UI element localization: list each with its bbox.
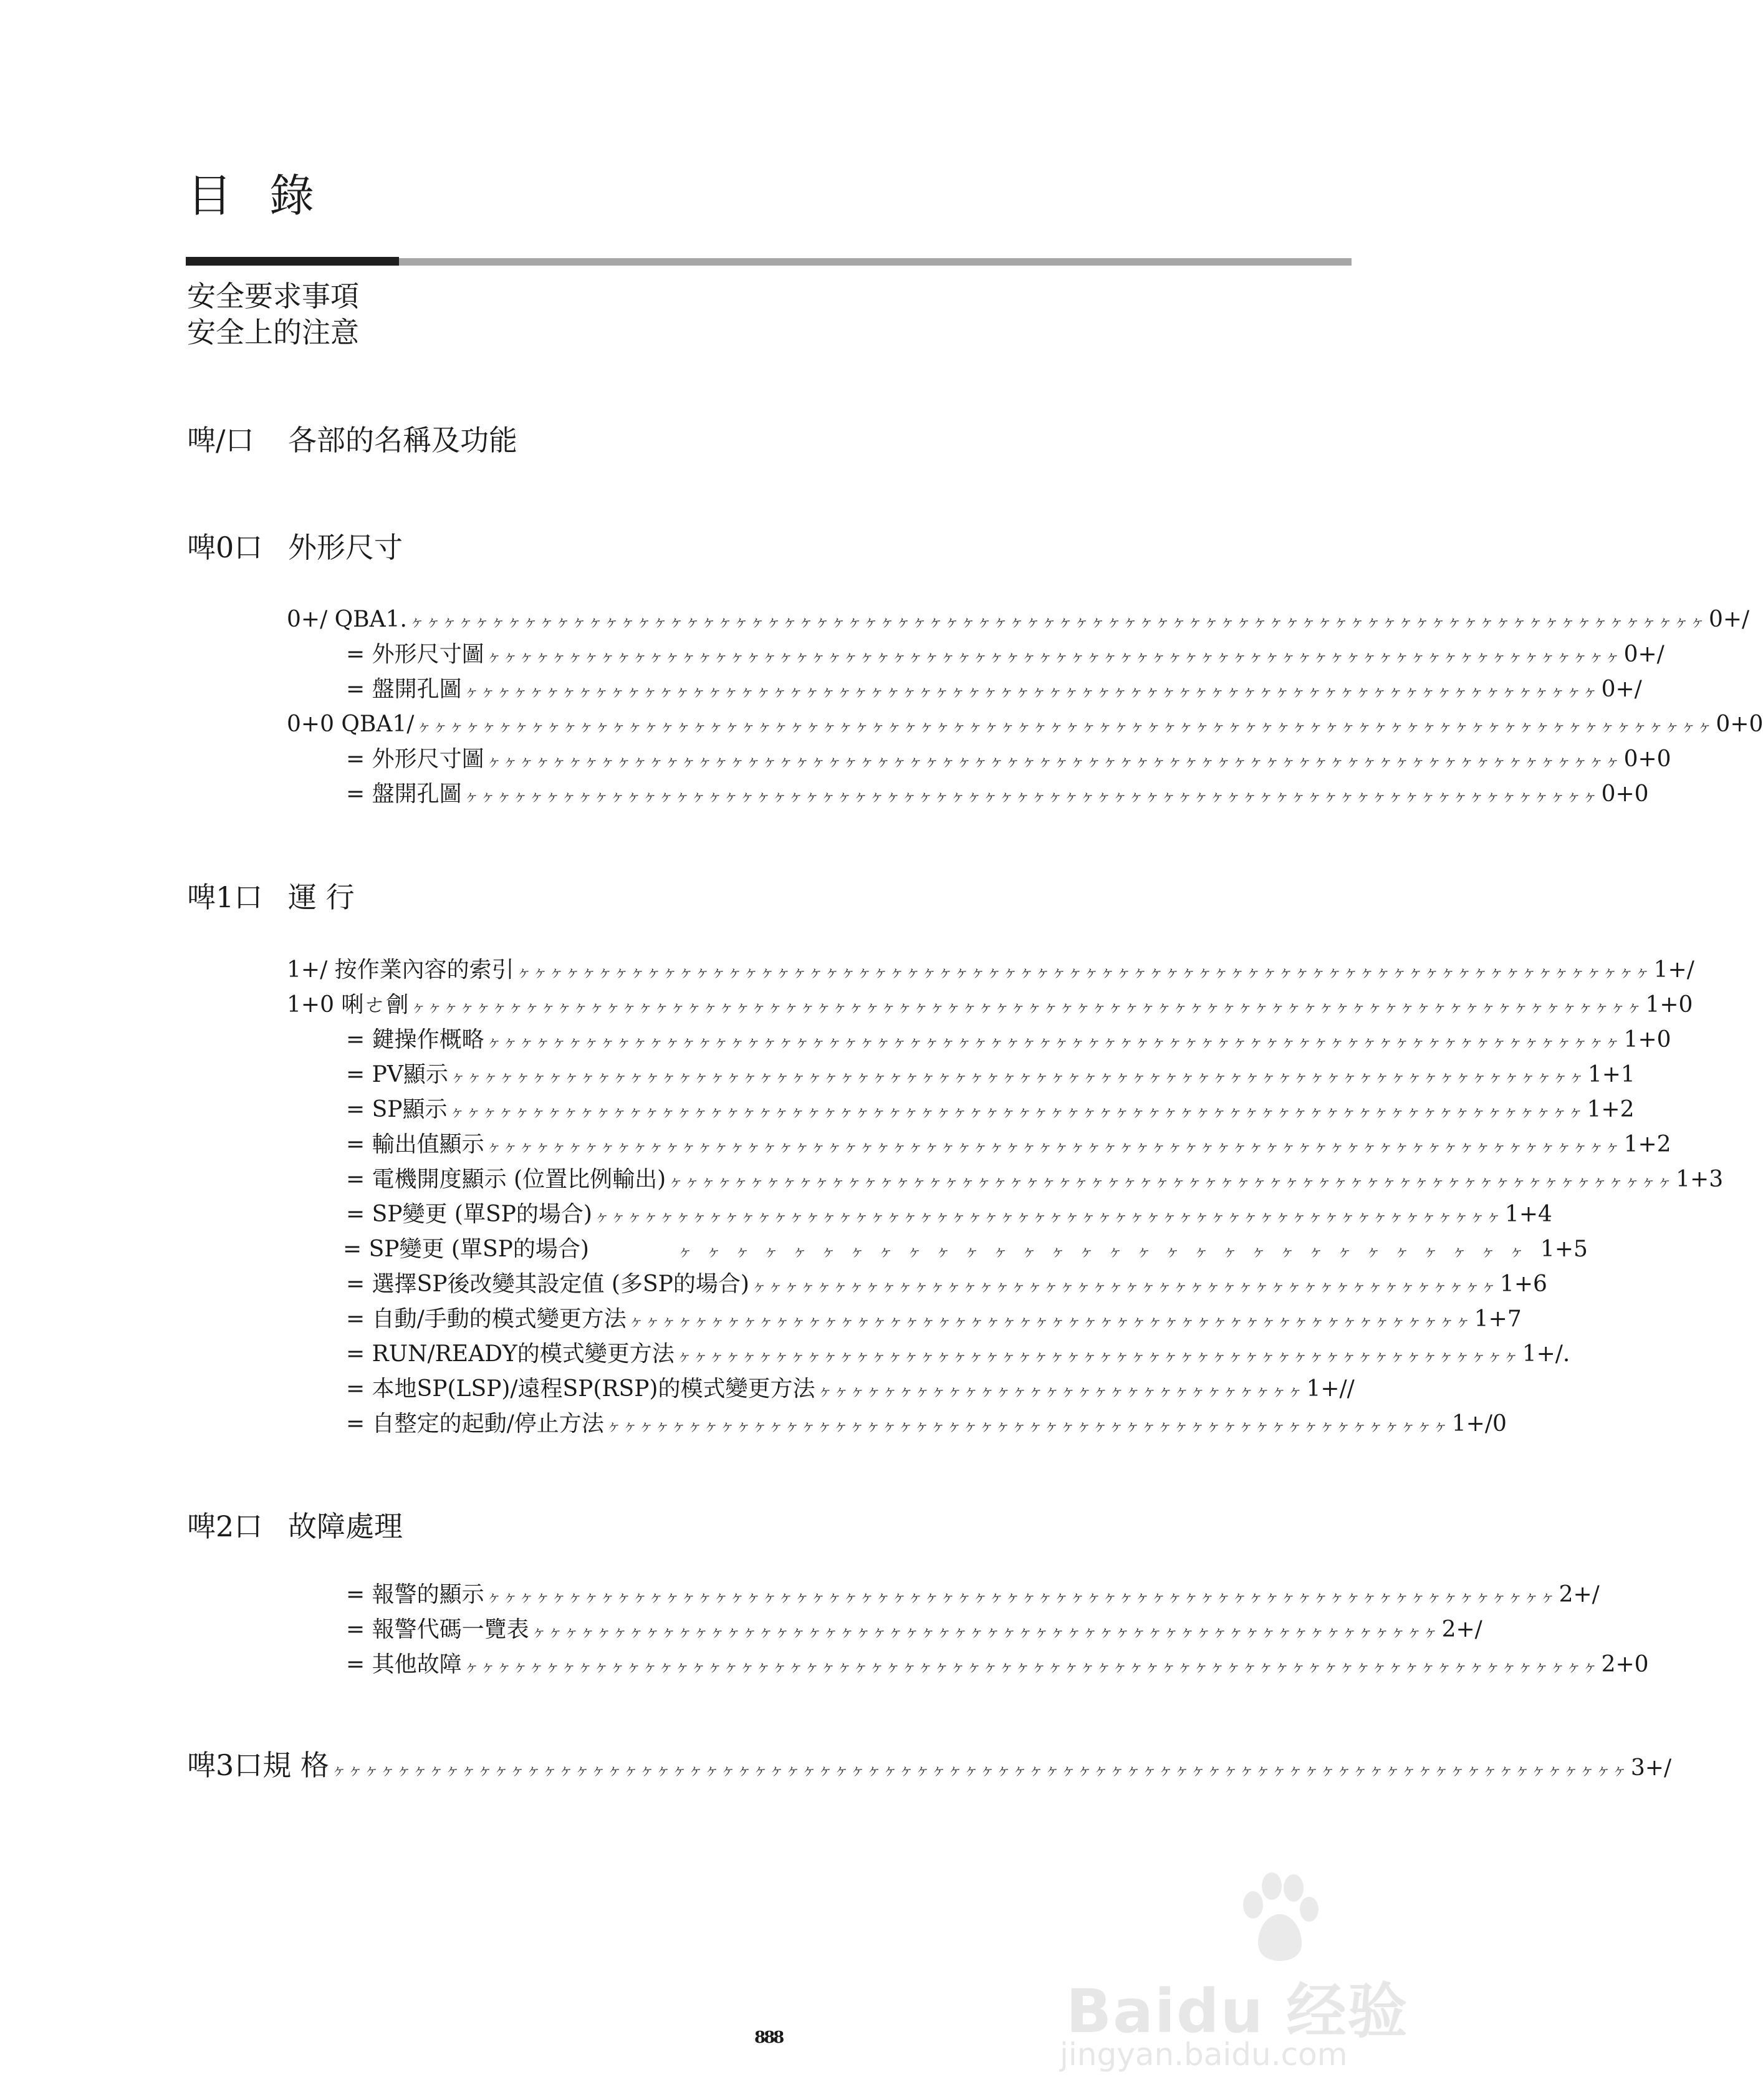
- entry-page: 1+2: [1587, 1097, 1635, 1122]
- entry-page: 1+/0: [1451, 1411, 1507, 1437]
- leader-dots: ヶヶヶヶヶヶヶヶヶヶヶヶヶヶヶヶヶヶヶヶヶヶヶヶヶヶヶヶヶヶヶヶヶヶヶヶヶヶヶヶヶヶヶヶヶヶヶヶヶヶヶヶヶヶヶヶ: [531, 1623, 1439, 1640]
- entry-label: = 外形尺寸圖: [346, 746, 484, 772]
- entry-page: 0+/: [1601, 677, 1642, 702]
- toc-entry[interactable]: [346, 1376, 1355, 1402]
- leader-dots: ヶヶヶヶヶヶヶヶヶヶヶヶヶヶヶヶヶヶヶヶヶヶヶヶヶヶヶヶヶヶヶヶヶヶヶヶヶヶヶヶヶヶヶヶヶヶヶヶヶヶヶヶヶヶヶヶヶヶヶヶヶヶヶヶヶヶヶヶヶヶ: [486, 753, 1621, 770]
- toc-entry[interactable]: [346, 1132, 1671, 1157]
- entry-label: = 電機開度顯示 (位置比例輸出): [346, 1167, 666, 1192]
- entry-label: = 其他故障: [346, 1652, 462, 1677]
- leader-dots: ヶヶヶヶヶヶヶヶヶヶヶヶヶヶヶヶヶヶヶヶヶヶヶヶヶヶヶヶヶヶヶヶヶヶヶヶヶヶヶヶヶヶヶヶヶヶヶヶヶヶヶヶヶヶヶヶヶヶヶヶヶヶヶヶヶヶヶヶヶヶヶヶヶヶヶヶヶヶヶヶ: [416, 718, 1714, 735]
- page-title: 目錄: [187, 170, 352, 222]
- chapter-5-heading[interactable]: [187, 1748, 1672, 1782]
- entry-label: = 盤開孔圖: [346, 781, 462, 807]
- entry-label: = 輸出值顯示: [346, 1132, 484, 1157]
- entry-page: 0+0: [1623, 746, 1671, 772]
- entry-page: 3+/: [1630, 1755, 1672, 1781]
- intro-safety-requirements[interactable]: 安全要求事項: [187, 279, 359, 313]
- entry-label: = 本地SP(LSP)/遠程SP(RSP)的模式變更方法: [346, 1376, 815, 1402]
- toc-entry[interactable]: [346, 1341, 1570, 1367]
- entry-label: = RUN/READY的模式變更方法: [346, 1341, 675, 1367]
- watermark-url: jingyan.baidu.com: [1060, 2036, 1348, 2073]
- chapter-number: 啤3口: [187, 1748, 263, 1782]
- chapter-2-heading[interactable]: [187, 533, 403, 562]
- chapter-1-heading[interactable]: [187, 423, 517, 457]
- leader-dots: ヶヶヶヶヶヶヶヶヶヶヶヶヶヶヶヶヶヶヶヶヶヶヶヶヶヶヶヶヶヶヶヶヶヶヶヶヶヶヶヶヶヶヶヶヶヶヶヶヶヶヶヶ: [676, 1347, 1520, 1365]
- entry-label: = SP變更 (單SP的場合): [343, 1236, 589, 1262]
- leader-dots: ヶヶヶヶヶヶヶヶヶヶヶヶヶヶヶヶヶヶヶヶヶヶヶヶヶヶヶヶヶヶ: [817, 1382, 1304, 1400]
- leader-dots: ヶヶヶヶヶヶヶヶヶヶヶヶヶヶヶヶヶヶヶヶヶヶヶヶヶヶヶヶヶヶヶヶヶヶヶヶヶヶヶヶヶヶヶヶヶヶヶヶヶヶヶヶヶヶヶヶヶヶヶヶヶヶヶヶヶヶ: [486, 1588, 1557, 1606]
- toc-entry[interactable]: [346, 1202, 1552, 1227]
- leader-dots: ヶヶヶヶヶヶヶヶヶヶヶヶヶヶヶヶヶヶヶヶヶヶヶヶヶヶヶヶヶヶヶヶヶヶヶヶヶヶヶヶヶヶヶヶヶヶヶヶヶヶヶヶヶヶヶヶヶヶヶヶヶヶヶヶヶヶヶヶヶヶ: [516, 963, 1651, 981]
- leader-dots: ヶヶヶヶヶヶヶヶヶヶヶヶヶヶヶヶヶヶヶヶヶヶヶヶヶヶヶヶヶヶヶヶヶヶヶヶヶヶヶヶヶヶヶヶヶヶヶヶヶヶヶヶヶヶヶヶヶヶヶヶヶヶヶヶヶヶヶヶヶヶ: [449, 1103, 1585, 1120]
- entry-page: 1+7: [1474, 1306, 1522, 1332]
- leader-dots: ヶヶヶヶヶヶヶヶヶヶヶヶヶヶヶヶヶヶヶヶヶヶヶヶヶヶヶヶヶヶヶヶヶヶヶヶヶヶヶヶヶヶヶヶヶヶヶヶヶヶヶヶヶヶヶヶヶヶヶヶヶヶヶヶヶヶヶヶヶヶヶヶヶヶヶヶ: [411, 998, 1643, 1016]
- entry-page: 2+/: [1559, 1582, 1600, 1607]
- entry-label: 0+0 QBA1/: [287, 711, 415, 737]
- entry-page: 1+0: [1623, 1027, 1671, 1052]
- entry-page: 0+/: [1708, 607, 1750, 632]
- chapter-title: 外形尺寸: [288, 531, 403, 564]
- leader-dots: ヶヶヶヶヶヶヶヶヶヶヶヶヶヶヶヶヶヶヶヶヶヶヶヶヶヶヶヶヶヶ: [591, 1243, 1538, 1260]
- chapter-4-heading[interactable]: [187, 1512, 403, 1541]
- leader-dots: ヶヶヶヶヶヶヶヶヶヶヶヶヶヶヶヶヶヶヶヶヶヶヶヶヶヶヶヶヶヶヶヶヶヶヶヶヶヶヶヶヶヶヶヶヶヶヶヶヶヶヶヶ: [606, 1417, 1449, 1435]
- title-rule-gray: [399, 258, 1352, 266]
- watermark-brand: Baidu 经验: [1066, 1977, 1409, 2046]
- leader-dots: ヶヶヶヶヶヶヶヶヶヶヶヶヶヶヶヶヶヶヶヶヶヶヶヶヶヶヶヶヶヶヶヶヶヶヶヶヶヶヶヶヶヶヶヶヶヶヶヶヶヶヶヶヶヶヶヶヶヶヶヶヶヶヶヶヶヶヶヶヶヶ: [464, 788, 1599, 805]
- chapter-number: 啤0口: [187, 531, 263, 564]
- entry-page: 1+/: [1653, 957, 1694, 983]
- toc-entry[interactable]: [346, 746, 1671, 772]
- entry-label: = 自整定的起動/停止方法: [346, 1411, 604, 1437]
- entry-label: = 盤開孔圖: [346, 677, 462, 702]
- entry-label: 1+0 唎ㄜ劊: [287, 992, 409, 1018]
- title-rule-dark: [186, 257, 399, 266]
- toc-entry[interactable]: [346, 1617, 1482, 1642]
- entry-page: 1+6: [1499, 1271, 1547, 1297]
- toc-entry[interactable]: [346, 642, 1665, 667]
- leader-dots: ヶヶヶヶヶヶヶヶヶヶヶヶヶヶヶヶヶヶヶヶヶヶヶヶヶヶヶヶヶヶヶヶヶヶヶヶヶヶヶヶヶヶヶヶヶヶヶヶヶヶヶヶ: [628, 1312, 1472, 1330]
- toc-entry[interactable]: [346, 1306, 1522, 1332]
- toc-entry[interactable]: [346, 1167, 1724, 1192]
- toc-entry[interactable]: [287, 711, 1763, 737]
- entry-page: 2+0: [1601, 1652, 1649, 1677]
- leader-dots: ヶヶヶヶヶヶヶヶヶヶヶヶヶヶヶヶヶヶヶヶヶヶヶヶヶヶヶヶヶヶヶヶヶヶヶヶヶヶヶヶヶヶヶヶヶヶヶヶヶヶヶヶヶヶヶヶヶヶヶヶヶヶ: [668, 1173, 1674, 1190]
- page-number: 888: [754, 2028, 783, 2047]
- chapter-title: 故障處理: [288, 1510, 403, 1543]
- entry-page: 1+1: [1587, 1062, 1635, 1087]
- toc-entry[interactable]: [346, 1062, 1635, 1087]
- entry-label: = 外形尺寸圖: [346, 642, 484, 667]
- entry-page: 1+2: [1623, 1132, 1671, 1157]
- toc-entry[interactable]: [346, 677, 1642, 702]
- intro-safety-notes[interactable]: 安全上的注意: [187, 315, 359, 349]
- leader-dots: ヶヶヶヶヶヶヶヶヶヶヶヶヶヶヶヶヶヶヶヶヶヶヶヶヶヶヶヶヶヶヶヶヶヶヶヶヶヶヶヶヶヶヶヶヶヶヶヶヶヶヶヶヶヶヶヶヶヶヶヶヶヶヶヶヶヶヶヶヶヶヶヶヶヶヶヶヶヶヶヶ: [331, 1761, 1628, 1779]
- entry-label: = 自動/手動的模式變更方法: [346, 1306, 627, 1332]
- leader-dots: ヶヶヶヶヶヶヶヶヶヶヶヶヶヶヶヶヶヶヶヶヶヶヶヶヶヶヶヶヶヶヶヶヶヶヶヶヶヶヶヶヶヶヶヶヶヶヶヶヶヶヶヶヶヶヶヶヶヶヶヶヶヶヶヶヶヶヶヶヶヶヶヶヶヶヶヶヶヶヶヶ: [409, 613, 1706, 630]
- leader-dots: ヶヶヶヶヶヶヶヶヶヶヶヶヶヶヶヶヶヶヶヶヶヶヶヶヶヶヶヶヶヶヶヶヶヶヶヶヶヶヶヶヶヶヶヶヶヶヶヶヶヶヶヶヶヶヶヶヶヶヶヶヶヶヶヶヶヶヶヶヶヶ: [486, 1138, 1621, 1155]
- entry-label: = 選擇SP後改變其設定值 (多SP的場合): [346, 1271, 749, 1297]
- entry-label: = 鍵操作概略: [346, 1027, 484, 1052]
- chapter-number: 啤2口: [187, 1510, 263, 1543]
- leader-dots: ヶヶヶヶヶヶヶヶヶヶヶヶヶヶヶヶヶヶヶヶヶヶヶヶヶヶヶヶヶヶヶヶヶヶヶヶヶヶヶヶヶヶヶヶヶヶヶヶヶヶヶヶヶヶヶヶヶヶヶヶヶヶヶヶヶヶヶヶヶヶ: [464, 683, 1599, 700]
- toc-entry[interactable]: [343, 1236, 1588, 1262]
- toc-entry[interactable]: [346, 781, 1649, 807]
- chapter-title: 各部的名稱及功能: [288, 423, 517, 457]
- leader-dots: ヶヶヶヶヶヶヶヶヶヶヶヶヶヶヶヶヶヶヶヶヶヶヶヶヶヶヶヶヶヶヶヶヶヶヶヶヶヶヶヶヶヶヶヶヶヶヶヶヶヶヶヶヶヶヶヶヶヶヶヶヶヶヶヶヶヶヶヶヶヶ: [450, 1068, 1585, 1086]
- entry-label: = SP顯示: [346, 1097, 448, 1122]
- toc-entry[interactable]: [346, 1271, 1547, 1297]
- entry-page: 1+5: [1540, 1236, 1588, 1262]
- entry-page: 0+0: [1716, 711, 1763, 737]
- entry-page: 1+0: [1645, 992, 1693, 1018]
- entry-page: 1+/.: [1522, 1341, 1570, 1367]
- entry-page: 1+4: [1504, 1202, 1552, 1227]
- entry-label: = 報警代碼一覽表: [346, 1617, 529, 1642]
- entry-page: 1+3: [1676, 1167, 1724, 1192]
- entry-page: 0+/: [1623, 642, 1665, 667]
- leader-dots: ヶヶヶヶヶヶヶヶヶヶヶヶヶヶヶヶヶヶヶヶヶヶヶヶヶヶヶヶヶヶヶヶヶヶヶヶヶヶヶヶヶヶヶヶヶヶヶヶヶヶヶヶヶヶヶヶヶヶヶヶヶヶヶヶヶヶヶヶヶヶ: [464, 1658, 1599, 1675]
- entry-page: 0+0: [1601, 781, 1649, 807]
- entry-page: 1+//: [1306, 1376, 1355, 1402]
- entry-label: = 報警的顯示: [346, 1582, 484, 1607]
- chapter-title: 規 格: [262, 1748, 329, 1782]
- chapter-number: 啤/口: [187, 423, 254, 457]
- toc-entry[interactable]: [346, 1582, 1600, 1607]
- baidu-watermark: [1054, 1871, 1453, 2073]
- toc-entry[interactable]: [346, 1097, 1635, 1122]
- chapter-3-heading[interactable]: [187, 880, 355, 914]
- chapter-number: 啤1口: [187, 880, 263, 914]
- toc-entry[interactable]: [287, 992, 1693, 1018]
- entry-label: = SP變更 (單SP的場合): [346, 1202, 592, 1227]
- entry-label: = PV顯示: [346, 1062, 448, 1087]
- toc-entry[interactable]: [346, 1411, 1507, 1437]
- chapter-title: 運 行: [288, 880, 355, 914]
- toc-entry[interactable]: [346, 1652, 1649, 1677]
- entry-page: 2+/: [1441, 1617, 1482, 1642]
- baidu-paw-icon: [1234, 1871, 1322, 1964]
- leader-dots: ヶヶヶヶヶヶヶヶヶヶヶヶヶヶヶヶヶヶヶヶヶヶヶヶヶヶヶヶヶヶヶヶヶヶヶヶヶヶヶヶヶヶヶヶヶヶヶヶヶヶヶヶヶヶヶヶ: [594, 1208, 1502, 1225]
- leader-dots: ヶヶヶヶヶヶヶヶヶヶヶヶヶヶヶヶヶヶヶヶヶヶヶヶヶヶヶヶヶヶヶヶヶヶヶヶヶヶヶヶヶヶヶヶヶヶヶヶヶヶヶヶヶヶヶヶヶヶヶヶヶヶヶヶヶヶヶヶヶヶ: [486, 648, 1621, 665]
- toc-entry[interactable]: [287, 957, 1694, 983]
- leader-dots: ヶヶヶヶヶヶヶヶヶヶヶヶヶヶヶヶヶヶヶヶヶヶヶヶヶヶヶヶヶヶヶヶヶヶヶヶヶヶヶヶヶヶヶヶヶヶヶヶヶヶヶヶヶヶヶヶヶヶヶヶヶヶヶヶヶヶヶヶヶヶ: [486, 1033, 1621, 1051]
- entry-label: 1+/ 按作業內容的索引: [287, 957, 514, 983]
- toc-entry[interactable]: [287, 607, 1750, 632]
- toc-entry[interactable]: [346, 1027, 1671, 1052]
- leader-dots: ヶヶヶヶヶヶヶヶヶヶヶヶヶヶヶヶヶヶヶヶヶヶヶヶヶヶヶヶヶヶヶヶヶヶヶヶヶヶヶヶヶヶヶヶヶヶ: [751, 1278, 1497, 1295]
- entry-label: 0+/ QBA1.: [287, 607, 407, 632]
